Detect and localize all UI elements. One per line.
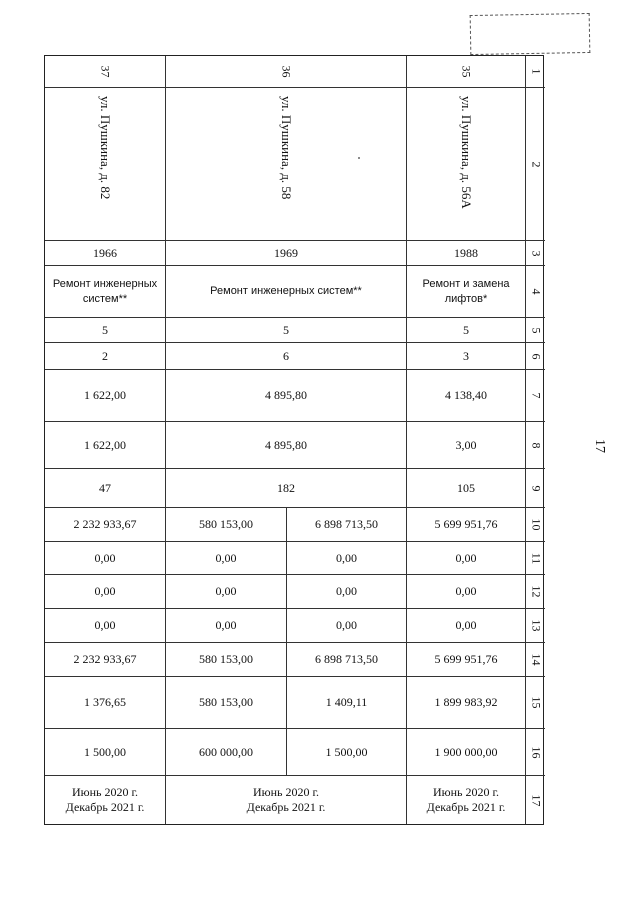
- cell-36-r6: 6: [166, 343, 407, 370]
- cell-35-r5: 5: [407, 318, 526, 343]
- cell-36-r5: 5: [166, 318, 407, 343]
- row-number: 4: [526, 266, 545, 318]
- cell-37-r6: 2: [45, 343, 166, 370]
- cell-36a-r14: 580 153,00: [166, 643, 287, 677]
- cell-36b-r15: 1 409,11: [287, 677, 407, 729]
- period-end: Декабрь 2021 г.: [246, 800, 326, 814]
- cell-36-year: 1969: [166, 241, 407, 266]
- page-number: 17: [592, 439, 607, 453]
- cell-36-period: [166, 776, 407, 824]
- cell-37-num: 37: [45, 56, 166, 88]
- cell-35-r8: 3,00: [407, 422, 526, 469]
- cell-35-r13: 0,00: [407, 609, 526, 643]
- cell-35-r10: 5 699 951,76: [407, 508, 526, 542]
- row-number: 1: [526, 56, 545, 88]
- row-number: 14: [526, 643, 545, 677]
- cell-37-r12: 0,00: [45, 575, 166, 609]
- period-start: Июнь 2020 г.: [252, 785, 320, 799]
- row-number: 8: [526, 422, 545, 469]
- cell-37-r10: 2 232 933,67: [45, 508, 166, 542]
- cell-37-r7: 1 622,00: [45, 370, 166, 422]
- cell-36-work: Ремонт инженерных систем**: [166, 266, 407, 318]
- cell-36-num: 36: [166, 56, 407, 88]
- cell-36a-r15: 580 153,00: [166, 677, 287, 729]
- cell-35-r16: 1 900 000,00: [407, 729, 526, 776]
- period-end: Декабрь 2021 г.: [65, 800, 145, 814]
- data-table: [44, 55, 544, 825]
- cell-36b-r10: 6 898 713,50: [287, 508, 407, 542]
- cell-36a-r10: 580 153,00: [166, 508, 287, 542]
- cell-37-r5: 5: [45, 318, 166, 343]
- cell-35-period: [407, 776, 526, 824]
- cell-36b-r11: 0,00: [287, 542, 407, 575]
- row-number: 3: [526, 241, 545, 266]
- row-number: 17: [529, 794, 543, 806]
- row-number: 7: [526, 370, 545, 422]
- cell-37-r8: 1 622,00: [45, 422, 166, 469]
- period-start: Июнь 2020 г.: [432, 785, 500, 799]
- cell-35-r14: 5 699 951,76: [407, 643, 526, 677]
- cell-36b-r14: 6 898 713,50: [287, 643, 407, 677]
- cell-37-r11: 0,00: [45, 542, 166, 575]
- cell-36b-r13: 0,00: [287, 609, 407, 643]
- cell-36a-r16: 600 000,00: [166, 729, 287, 776]
- row-number: 11: [526, 542, 545, 575]
- cell-35-num: 35: [407, 56, 526, 88]
- row-number: 15: [526, 677, 545, 729]
- cell-37-year: 1966: [45, 241, 166, 266]
- row-number: 2: [526, 88, 545, 241]
- cell-36b-r16: 1 500,00: [287, 729, 407, 776]
- cell-35-r9: 105: [407, 469, 526, 508]
- row-number: 5: [526, 318, 545, 343]
- cell-36-r7: 4 895,80: [166, 370, 407, 422]
- cell-35-r11: 0,00: [407, 542, 526, 575]
- row-number: 12: [526, 575, 545, 609]
- cell-37-r9: 47: [45, 469, 166, 508]
- cell-36-r8: 4 895,80: [166, 422, 407, 469]
- cell-36a-r12: 0,00: [166, 575, 287, 609]
- cell-37-work: Ремонт инженерных систем**: [45, 266, 166, 318]
- cell-37-r13: 0,00: [45, 609, 166, 643]
- cell-36a-r13: 0,00: [166, 609, 287, 643]
- cell-35-work: Ремонт и замена лифтов*: [407, 266, 526, 318]
- row-number: 16: [526, 729, 545, 776]
- row-number: 9: [526, 469, 545, 508]
- cell-36a-r11: 0,00: [166, 542, 287, 575]
- cell-37-r16: 1 500,00: [45, 729, 166, 776]
- period-start: Июнь 2020 г.: [71, 785, 139, 799]
- cell-35-r7: 4 138,40: [407, 370, 526, 422]
- stamp: [470, 13, 591, 55]
- period-end: Декабрь 2021 г.: [426, 800, 506, 814]
- row-number: 10: [526, 508, 545, 542]
- row-number: 13: [526, 609, 545, 643]
- cell-35-address: ул. Пушкина, д. 56А: [407, 88, 526, 241]
- cell-35-r12: 0,00: [407, 575, 526, 609]
- cell-35-r15: 1 899 983,92: [407, 677, 526, 729]
- cell-35-r6: 3: [407, 343, 526, 370]
- cell-37-r14: 2 232 933,67: [45, 643, 166, 677]
- row-number: 6: [526, 343, 545, 370]
- cell-37-address: ул. Пушкина, д. 82: [45, 88, 166, 241]
- cell-37-period: [45, 776, 166, 824]
- cell-36-r9: 182: [166, 469, 407, 508]
- cell-35-year: 1988: [407, 241, 526, 266]
- cell-36b-r12: 0,00: [287, 575, 407, 609]
- cell-36-address: ул. Пушкина, д. 58: [166, 88, 407, 241]
- cell-37-r15: 1 376,65: [45, 677, 166, 729]
